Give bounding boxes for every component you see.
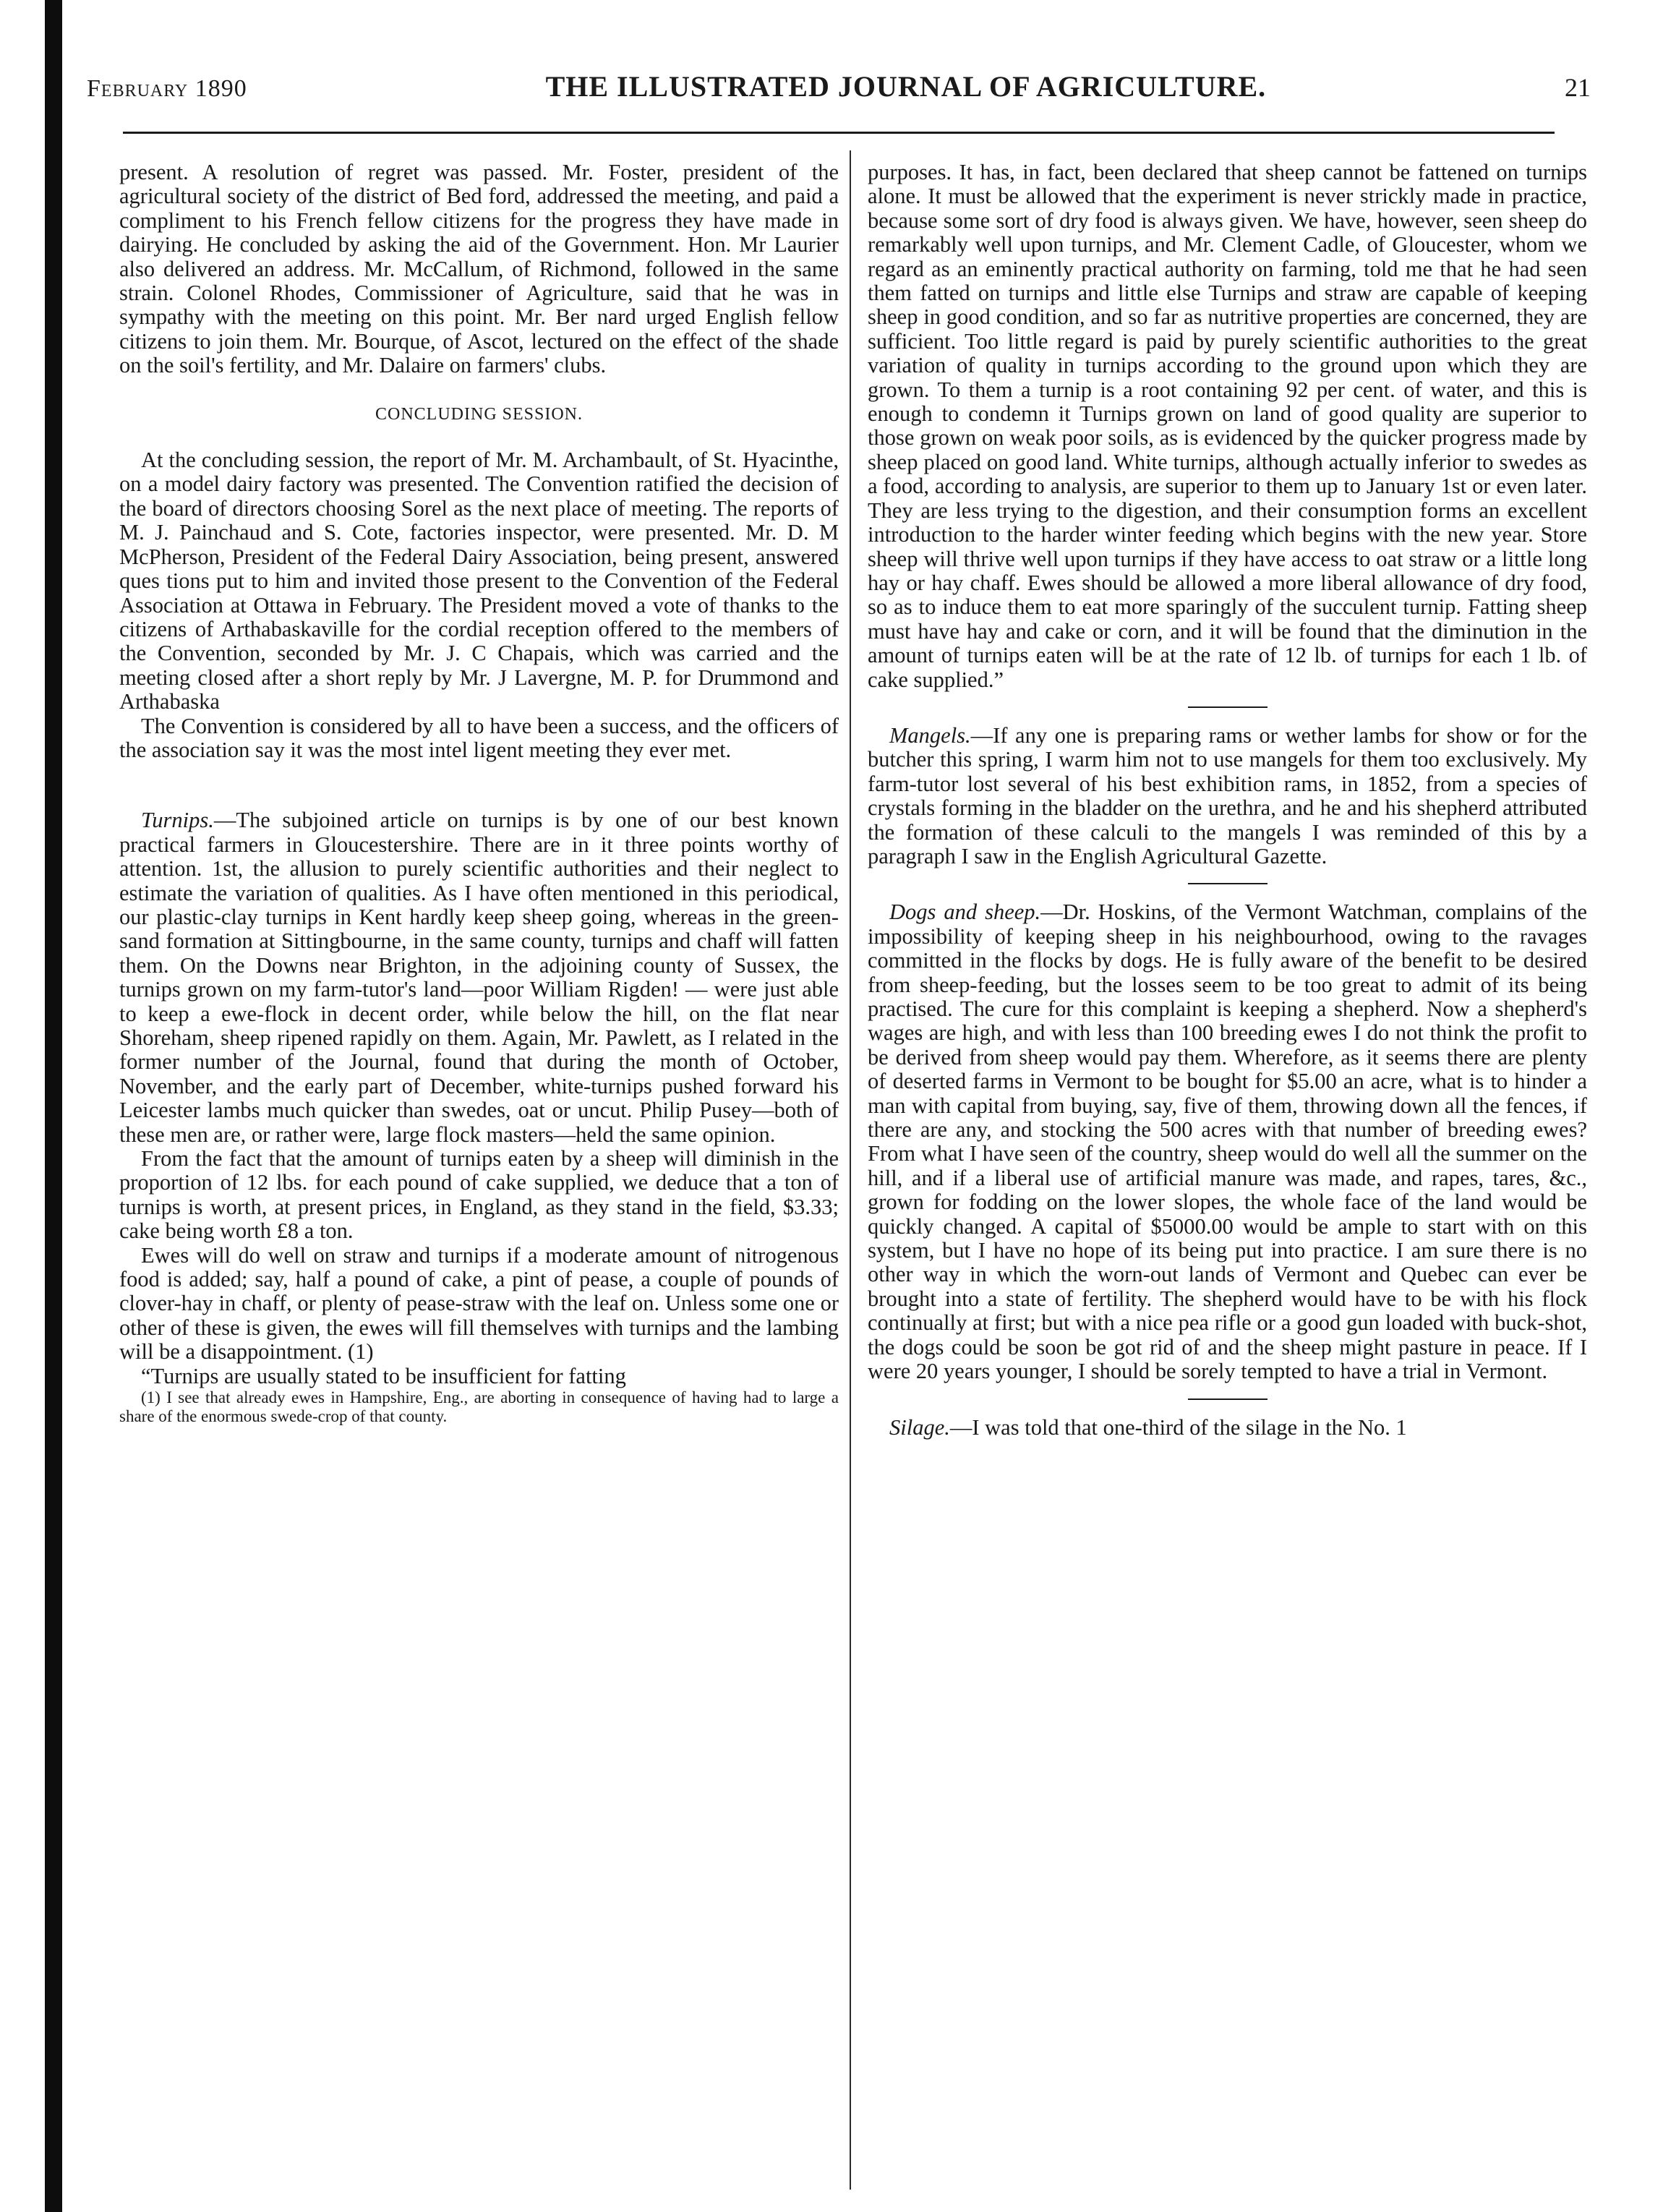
header-rule — [123, 132, 1555, 134]
turnips-body: —The subjoined article on turnips is by one of our best known practical farmers in Gloucestershire. There are in it three points worthy of attention. 1st, the allusion to purely scientific authorities and their neglect to estimate the variation of qualities. As I have often mentioned in this periodical, our plastic-clay turnips in Kent hardly keep sheep going, whereas in the green-sand formation at Sittingbourne, in the same county, turnips and chaff will fatten them. On the Downs near Brighton, in the adjoining county of Sussex, the turnips grown on my farm-tutor's land—poor William Rigden! — were just able to keep a ewe-flock in decent order, while below the hill, on the flat near Shoreham, sheep ripened rapidly on them. Again, Mr. Pawlett, as I related in the former number of the Journal, found that during the month of October, November, and the early part of December, white-turnips pushed forward his Leicester lambs much quicker than swedes, oat or uncut. Philip Pusey—both of these men are, or rather were, large flock masters—held the same opinion. — [119, 808, 839, 1147]
column-divider — [850, 150, 851, 2190]
journal-title: THE ILLUSTRATED JOURNAL OF AGRICULTURE. — [545, 70, 1267, 103]
footnote: (1) I see that already ewes in Hampshire, Eng., are aborting in consequence of having had to large a share of the enormous swede-crop of that county. — [119, 1388, 839, 1426]
issue-date: February 1890 — [87, 75, 247, 102]
page-number: 21 — [1564, 73, 1591, 102]
section-separator — [1188, 1398, 1267, 1400]
quote-continuation-paragraph: purposes. It has, in fact, been declared that sheep cannot be fattened on turnips alone. It must be allowed that the experiment is never strickly made in practice, because some sort of dry food is always given. We have, however, seen sheep do remarkably well upon turnips, and Mr. Clement Cadle, of Gloucester, whom we regard as an eminently practical authority on farming, told me that he had seen them fatted on turnips and little else Turnips and straw are capable of keeping sheep in good condition, and so far as nutritive properties are concerned, they are sufficient. Too little regard is paid by purely scientific authorities to the great variation of quality in turnips according to the ground upon which they are grown. To them a turnip is a root containing 92 per cent. of water, and this is enough to condemn it Turnips grown on land of good quality are superior to those grown on weak poor soils, as is evidenced by the quicker progress made by sheep placed on good land. White turnips, although actually inferior to swedes as a food, according to analysis, are superior to them up to January 1st or even later. They are less trying to the digestion, and their consumption forms an excellent introduction to the harder winter feeding which begins with the new year. Store sheep will thrive well upon turnips if they have access to oat straw or a little long hay or hay chaff. Ewes should be allowed a more liberal allowance of dry food, so as to induce them to eat more sparingly of the succulent turnip. Fatting sheep must have hay and cake or corn, and it will be found that the diminution in the amount of turnips eaten will be at the rate of 12 lb. of turnips for each 1 lb. of cake supplied.” — [868, 160, 1587, 692]
mangels-body: —If any one is preparing rams or wether lambs for show or for the butcher this spring, I warm him not to use mangels for them too exclusively. My farm-tutor lost several of his best exhibition rams, in 1852, from a species of crystals forming in the bladder on the urethra, and he and his shepherd attributed the formation of these calculi to the mangels I was reminded of this by a paragraph I saw in the English Agricultural Gazette. — [868, 722, 1587, 868]
left-column — [119, 161, 839, 1426]
section-heading: CONCLUDING SESSION. — [375, 404, 583, 424]
page-binding-edge — [45, 0, 62, 2212]
concluding-session-paragraph: At the concluding session, the report of Mr. M. Archambault, of St. Hyacinthe, on a model dairy factory was presented. The Convention ratified the decision of the board of directors choosing Sorel as the next place of meeting. The reports of M. J. Painchaud and S. Cote, factories inspector, were presented. Mr. D. M McPherson, President of the Federal Dairy Association, being present, answered ques tions put to him and invited those present to the Convention of the Federal Association at Ottawa in February. The President moved a vote of thanks to the citizens of Arthabaskaville for the cordial reception offered to the members of the Convention, seconded by Mr. J. C Chapais, which was carried and the meeting closed after a short reply by Mr. J Lavergne, M. P. for Drummond and Arthabaska — [119, 448, 839, 714]
section-separator — [1188, 883, 1267, 884]
convention-paragraph: present. A resolution of regret was passed. Mr. Foster, president of the agricultural society of the district of Bed ford, addressed the meeting, and paid a compliment to his French fellow citizens for the progress they have made in dairying. He concluded by asking the aid of the Government. Hon. Mr Laurier also delivered an address. Mr. McCallum, of Richmond, followed in the same strain. Colonel Rhodes, Commissioner of Agriculture, said that he was in sympathy with the meeting on this point. Mr. Ber nard urged English fellow citizens to join them. Mr. Bourque, of Ascot, lectured on the effect of the shade on the soil's fertility, and Mr. Dalaire on farmers' clubs. — [119, 160, 839, 378]
mangels-lead: Mangels. — [889, 722, 971, 748]
dogs-sheep-paragraph — [868, 900, 1587, 1383]
silage-lead: Silage. — [889, 1414, 950, 1440]
dogs-sheep-body: —Dr. Hoskins, of the Vermont Watchman, complains of the impossibility of keeping sheep in his neighbourhood, owing to the ravages committed in the flocks by dogs. He is fully aware of the benefit to be desired from sheep-feeding, but the losses seem to be too great to admit of its being practised. The cure for this complaint is keeping a shepherd. Now a shepherd's wages are high, and with less than 100 breeding ewes I do not think the profit to be derived from sheep would pay them. Wherefore, as it seems there are plenty of deserted farms in Vermont to be bought for $5.00 an acre, what is to hinder a man with capital from buying, say, five of them, throwing down all the fences, if there are any, and stocking the 500 acres with that number of breeding ewes? From what I have seen of the country, sheep would do well all the summer on the hill, and if a liberal use of artificial manure was made, and rapes, tares, &c., grown for fodding on the lower slopes, the whole face of the land would be quickly changed. A capital of $5000.00 would be ample to start with on this system, but I have no hope of its being put into practice. I am sure there is no other way in which the worn-out lands of Vermont and Quebec can ever be brought into a state of fertility. The shepherd would have to be with his flock continually at first; but with a nice pea rifle or a good gun loaded with buck-shot, the dogs could be soon be got rid of and the sheep might pasture in peace. If I were 20 years younger, I should be sorely tempted to have a trial in Vermont. — [868, 900, 1587, 1384]
section-separator — [1188, 706, 1267, 708]
silage-paragraph — [868, 1416, 1587, 1440]
ewes-paragraph: Ewes will do well on straw and turnips if a moderate amount of nitrogenous food is added; say, half a pound of cake, a pint of pease, a couple of pounds of clover-hay in chaff, or plenty of pease-straw with the leaf on. Unless some one or other of these is given, the ewes will fill themselves with turnips and the lambing will be a disappointment. (1) — [119, 1242, 839, 1365]
turnips-lead: Turnips. — [141, 808, 214, 833]
silage-body: —I was told that one-third of the silage in the No. 1 — [949, 1414, 1407, 1440]
convention-success-paragraph: The Convention is considered by all to have been a success, and the officers of the association say it was the most intel ligent meeting they ever met. — [119, 713, 839, 762]
right-column — [868, 161, 1587, 1440]
dogs-sheep-lead: Dogs and sheep. — [889, 900, 1041, 925]
running-header — [87, 69, 1591, 113]
mangels-paragraph — [868, 724, 1587, 868]
quote-start-paragraph: “Turnips are usually stated to be insufficient for fatting — [141, 1363, 626, 1388]
turnip-value-paragraph: From the fact that the amount of turnips eaten by a sheep will diminish in the proportion of 12 lbs. for each pound of cake supplied, we deduce that a ton of turnips is worth, at present prices, in England, as they stand in the field, $3.33; cake being worth £8 a ton. — [119, 1146, 839, 1244]
turnips-paragraph — [119, 808, 839, 1147]
